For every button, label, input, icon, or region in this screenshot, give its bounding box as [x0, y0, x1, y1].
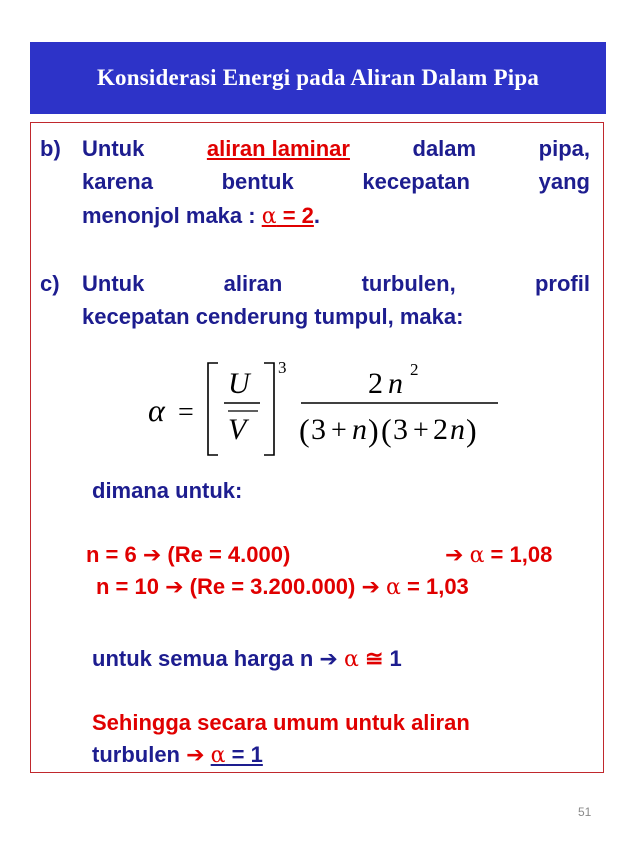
conclusion-text: turbulen [92, 742, 187, 767]
case-n-10 [96, 574, 469, 601]
alpha-formula [148, 355, 508, 460]
word: bentuk [221, 169, 294, 194]
where-label: dimana untuk: [92, 478, 243, 503]
alpha-symbol: α [210, 743, 226, 768]
word: aliran [223, 271, 283, 296]
den-close-2: ) [466, 412, 477, 448]
title-bar [30, 42, 606, 114]
formula-U: U [228, 367, 250, 400]
alpha-symbol: α [343, 647, 359, 672]
word: dalam [412, 136, 477, 161]
word: karena [82, 169, 153, 194]
arrow-icon: ➔ [319, 647, 338, 672]
slide-title: Konsiderasi Energi pada Aliran Dalam Pipa [96, 65, 540, 90]
all-n-line [92, 646, 402, 673]
den-plus-2: + [413, 415, 429, 446]
case-re: (Re = 3.200.000) [183, 574, 362, 599]
den-n-2: n [450, 413, 465, 446]
formula-V: V [228, 413, 247, 446]
den-close-1: ) [368, 412, 379, 448]
arrow-icon: ➔ [142, 543, 162, 568]
alpha-equals-1 [211, 742, 263, 767]
word: yang [538, 169, 590, 194]
num-coef: 2 [368, 367, 383, 400]
alpha-symbol: α [469, 543, 485, 568]
section-c-line-2: kecepatan cenderung tumpul, maka: [82, 304, 464, 329]
approx-symbol: ≅ [364, 646, 384, 671]
alpha-equals-2 [262, 203, 314, 228]
alpha-value: = 1 [225, 742, 263, 767]
word: Untuk [82, 136, 145, 161]
den-open-2: ( [381, 412, 392, 448]
den-three-2: 3 [393, 413, 408, 446]
section-b-label: b) [40, 136, 61, 161]
page-number: 51 [578, 805, 592, 819]
right-bracket [264, 363, 274, 455]
word: profil [534, 271, 590, 296]
section-b-line-3 [82, 203, 320, 230]
alpha-value: = 1,08 [484, 542, 553, 567]
word: Untuk [82, 271, 145, 296]
num-var: n [388, 367, 403, 400]
section-c-label: c) [40, 271, 60, 296]
arrow-icon: ➔ [361, 575, 380, 600]
case-n-6-result [445, 542, 552, 569]
conclusion-line-1: Sehingga secara umum untuk aliran [92, 710, 470, 735]
arrow-icon: ➔ [165, 575, 184, 600]
arrow-icon: ➔ [186, 743, 205, 768]
word: turbulen, [361, 271, 456, 296]
period: . [313, 203, 321, 228]
all-n-text: untuk semua harga n [92, 646, 320, 671]
line-text: menonjol maka : [82, 203, 262, 228]
section-b-line-2 [82, 169, 590, 195]
formula-alpha: α [148, 392, 165, 428]
den-three-1: 3 [311, 413, 326, 446]
section-b-line-1 [82, 136, 590, 162]
case-n-6 [86, 542, 290, 569]
den-two: 2 [433, 413, 448, 446]
all-n-value: 1 [389, 646, 402, 671]
conclusion-line-2 [92, 742, 263, 769]
alpha-symbol: α [386, 575, 401, 600]
aliran-laminar: aliran laminar [206, 136, 350, 161]
case-n: n = 6 [86, 542, 143, 567]
alpha-value: = 2 [276, 203, 314, 228]
alpha-value: = 1,03 [400, 574, 469, 599]
formula-exponent: 3 [278, 358, 287, 377]
alpha-symbol: α [261, 204, 277, 229]
case-re: (Re = 4.000) [161, 542, 291, 567]
den-open-1: ( [299, 412, 310, 448]
den-plus-1: + [331, 415, 347, 446]
formula-equals: = [178, 397, 194, 428]
den-n-1: n [352, 413, 367, 446]
section-c-line-1 [82, 271, 590, 297]
left-bracket [208, 363, 218, 455]
word: kecepatan [362, 169, 470, 194]
case-n: n = 10 [96, 574, 166, 599]
word: pipa, [538, 136, 590, 161]
arrow-icon: ➔ [445, 543, 464, 568]
num-exp: 2 [410, 360, 419, 379]
